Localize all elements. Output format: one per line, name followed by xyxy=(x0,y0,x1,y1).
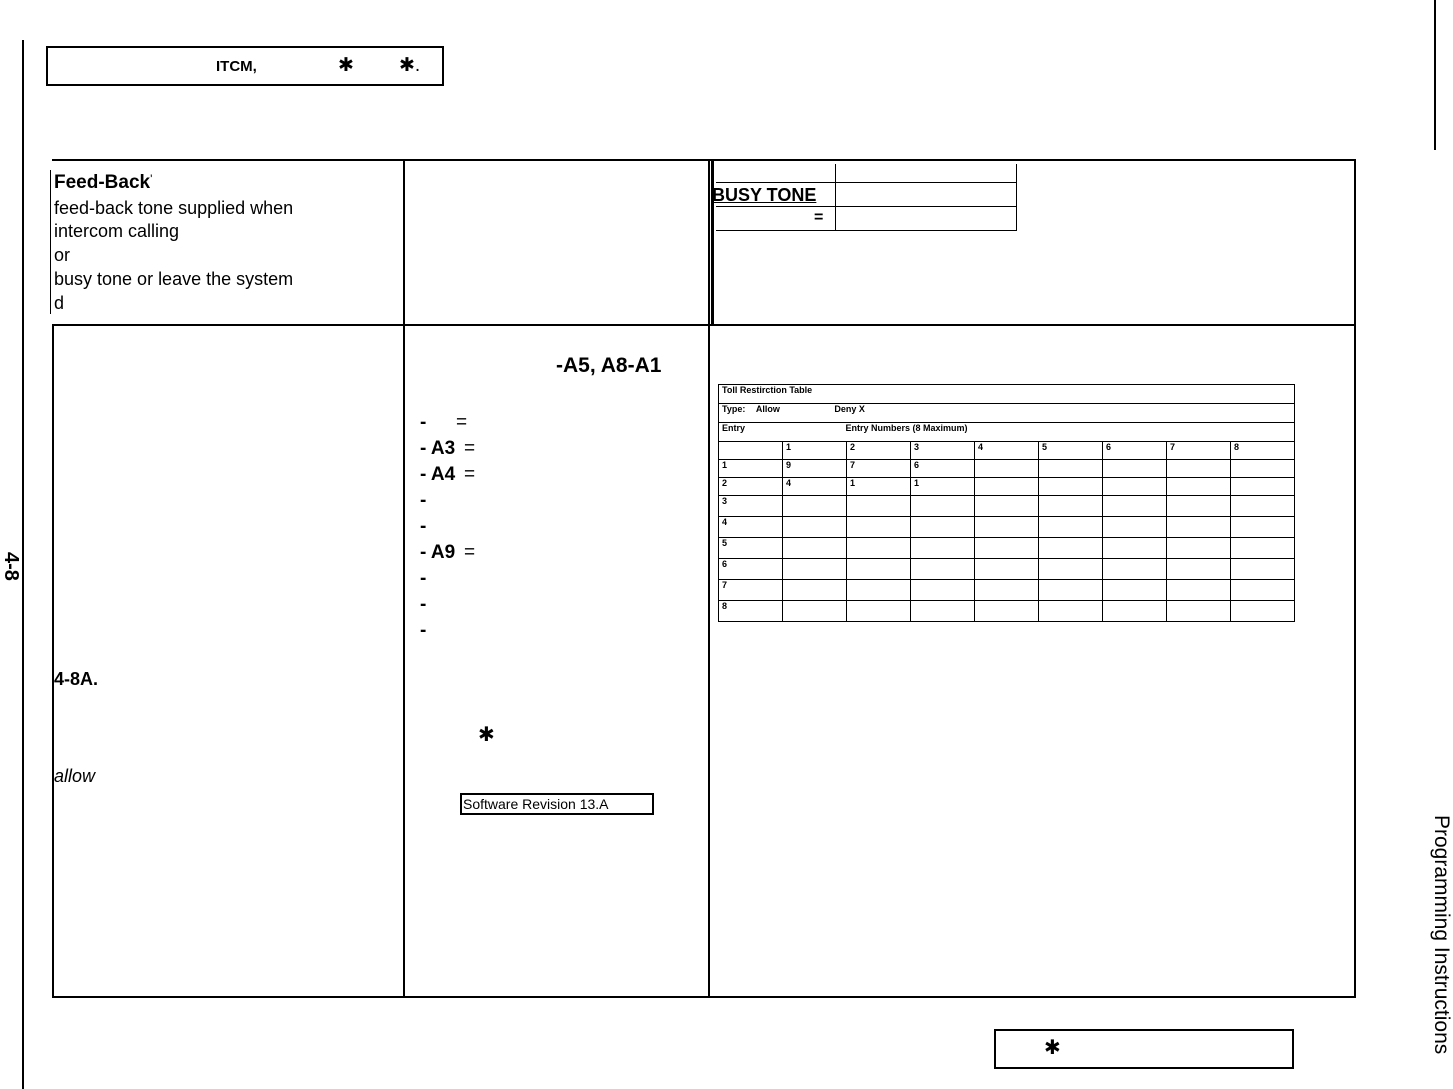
toll-cell: 1 xyxy=(847,478,911,496)
toll-cell xyxy=(847,580,911,601)
toll-cell xyxy=(1231,478,1295,496)
mid-row-prefix: - xyxy=(420,516,427,537)
toll-row xyxy=(719,460,1295,478)
toll-col-header: 5 xyxy=(1039,442,1103,460)
table-col-divider-2b xyxy=(711,159,714,324)
toll-col-header: 3 xyxy=(911,442,975,460)
allow-text: allow xyxy=(54,766,96,786)
toll-row-entry: 5 xyxy=(719,538,783,559)
table-col-divider-1 xyxy=(403,159,405,997)
busy-row-3 xyxy=(716,206,1017,230)
toll-header-blank xyxy=(719,442,783,460)
feedback-heading-row xyxy=(54,172,152,194)
toll-row-entry: 6 xyxy=(719,559,783,580)
toll-row-entry: 4 xyxy=(719,517,783,538)
toll-title-row xyxy=(719,385,1295,404)
right-margin-line xyxy=(1434,0,1436,150)
toll-cell xyxy=(1039,517,1103,538)
toll-cell xyxy=(1167,538,1231,559)
toll-entry-label: Entry xyxy=(722,423,746,433)
toll-cell xyxy=(975,601,1039,622)
mid-row-prefix: - xyxy=(420,412,427,433)
mid-row-4 xyxy=(420,516,426,538)
toll-entry-numbers: Entry Numbers (8 Maximum) xyxy=(845,423,968,433)
toll-cell xyxy=(1039,460,1103,478)
mid-row-eq: = xyxy=(464,464,476,485)
toll-cell xyxy=(1039,601,1103,622)
toll-col-header: 8 xyxy=(1231,442,1295,460)
busy-tone-label xyxy=(712,182,836,206)
toll-cell xyxy=(1231,580,1295,601)
toll-cell xyxy=(1167,460,1231,478)
side-title: Programming Instructions xyxy=(1430,815,1453,1055)
toll-cell xyxy=(1167,496,1231,517)
mid-row-prefix: - xyxy=(420,594,427,615)
toll-cell: 9 xyxy=(783,460,847,478)
mid-row-5 xyxy=(420,542,500,564)
mid-row-prefix: - xyxy=(420,438,427,459)
toll-cell xyxy=(911,580,975,601)
busy-cell xyxy=(836,182,1017,206)
toll-col-header: 1 xyxy=(783,442,847,460)
toll-cell xyxy=(847,601,911,622)
toll-header-row xyxy=(719,442,1295,460)
table-top-border xyxy=(52,159,1356,161)
mid-row-1 xyxy=(420,438,500,460)
toll-cell xyxy=(1103,478,1167,496)
toll-row xyxy=(719,601,1295,622)
toll-cell xyxy=(911,496,975,517)
toll-cell xyxy=(975,538,1039,559)
toll-cell xyxy=(975,517,1039,538)
feedback-line-3: or xyxy=(54,245,71,265)
toll-row xyxy=(719,478,1295,496)
mid-row-0 xyxy=(420,412,500,434)
mid-row-prefix: - xyxy=(420,464,427,485)
mid-row-2 xyxy=(420,464,500,486)
toll-cell xyxy=(783,601,847,622)
mid-row-label: A4 xyxy=(430,464,456,485)
toll-cell xyxy=(783,559,847,580)
toll-cell xyxy=(975,478,1039,496)
table-row-divider xyxy=(52,324,1356,326)
toll-cell xyxy=(847,559,911,580)
toll-row xyxy=(719,496,1295,517)
busy-tone-table xyxy=(712,164,1017,231)
toll-cell xyxy=(975,496,1039,517)
bottom-instruction-box xyxy=(994,1029,1294,1069)
toll-cell xyxy=(911,517,975,538)
toll-row xyxy=(719,559,1295,580)
toll-row xyxy=(719,517,1295,538)
busy-equals: = xyxy=(814,209,824,226)
mid-heading: -A5, A8-A1 xyxy=(556,354,662,377)
toll-cell xyxy=(1103,496,1167,517)
table-bottom-border xyxy=(52,996,1356,998)
toll-cell xyxy=(1103,580,1167,601)
toll-row-entry: 1 xyxy=(719,460,783,478)
toll-cell xyxy=(1167,478,1231,496)
busy-row-1 xyxy=(716,164,1017,182)
toll-cell xyxy=(1103,601,1167,622)
toll-cell xyxy=(1103,460,1167,478)
toll-cell xyxy=(783,538,847,559)
feedback-heading: Feed-Back xyxy=(54,172,151,193)
star-glyph-mid: ✱ xyxy=(478,724,495,746)
toll-row-entry: 7 xyxy=(719,580,783,601)
toll-type-row xyxy=(719,404,1295,423)
mid-row-3 xyxy=(420,490,426,512)
toll-cell: 1 xyxy=(911,478,975,496)
toll-cell xyxy=(1231,538,1295,559)
feedback-line-1: feed-back tone supplied when xyxy=(54,198,294,218)
feedback-tick: ' xyxy=(150,172,153,186)
mid-row-eq: = xyxy=(464,542,476,563)
mid-row-eq: = xyxy=(456,412,468,433)
toll-cell xyxy=(1103,517,1167,538)
toll-cell: 4 xyxy=(783,478,847,496)
toll-type-label: Type: xyxy=(722,404,746,414)
toll-cell xyxy=(1231,496,1295,517)
toll-cell: 7 xyxy=(847,460,911,478)
table-right-border xyxy=(1354,159,1356,997)
software-revision-label: Software Revision 13.A xyxy=(463,796,609,812)
mid-row-6 xyxy=(420,568,426,590)
toll-cell xyxy=(1103,559,1167,580)
toll-cell xyxy=(1231,601,1295,622)
toll-cell xyxy=(1231,460,1295,478)
toll-col-header: 4 xyxy=(975,442,1039,460)
toll-allow: Allow xyxy=(755,404,780,414)
busy-row-2 xyxy=(716,182,1017,206)
toll-row xyxy=(719,580,1295,601)
mid-row-eq: = xyxy=(464,438,476,459)
software-revision-box xyxy=(460,793,654,815)
feedback-line-5: d xyxy=(54,293,65,313)
toll-row xyxy=(719,538,1295,559)
left-margin-line xyxy=(22,40,24,1089)
toll-cell xyxy=(847,496,911,517)
toll-type-cell xyxy=(719,404,1295,423)
toll-col-header: 6 xyxy=(1103,442,1167,460)
toll-cell xyxy=(1039,496,1103,517)
toll-cell xyxy=(783,517,847,538)
toll-cell: 6 xyxy=(911,460,975,478)
toll-cell xyxy=(1039,580,1103,601)
mid-row-prefix: - xyxy=(420,620,427,641)
top-instruction-box xyxy=(46,46,444,86)
star-glyph-2: ✱. xyxy=(399,55,421,76)
toll-cell xyxy=(1167,517,1231,538)
toll-col-header: 2 xyxy=(847,442,911,460)
toll-cell xyxy=(783,580,847,601)
toll-cell xyxy=(1103,538,1167,559)
toll-entry-row xyxy=(719,423,1295,442)
busy-eq-cell xyxy=(716,206,836,230)
toll-cell xyxy=(975,559,1039,580)
toll-cell xyxy=(783,496,847,517)
toll-cell xyxy=(1167,601,1231,622)
star-glyph-1: ✱ xyxy=(338,55,354,76)
busy-tone-text: BUSY TONE xyxy=(712,184,817,205)
mid-row-prefix: - xyxy=(420,490,427,511)
toll-cell xyxy=(1231,517,1295,538)
table-left-border-top-row xyxy=(50,170,51,314)
toll-row-entry: 3 xyxy=(719,496,783,517)
feedback-line-2: intercom calling xyxy=(54,221,180,241)
toll-title: Toll Restirction Table xyxy=(719,385,1295,404)
toll-cell xyxy=(847,538,911,559)
toll-row-entry: 2 xyxy=(719,478,783,496)
mid-row-prefix: - xyxy=(420,568,427,589)
toll-cell xyxy=(1167,559,1231,580)
star-glyph-bottom: ✱ xyxy=(1044,1037,1061,1059)
toll-cell xyxy=(911,601,975,622)
toll-cell xyxy=(847,517,911,538)
toll-cell xyxy=(975,460,1039,478)
mid-row-8 xyxy=(420,620,426,642)
mid-row-label: A3 xyxy=(430,438,456,459)
mid-row-prefix: - xyxy=(420,542,427,563)
toll-deny: Deny X xyxy=(834,404,865,414)
toll-cell xyxy=(1167,580,1231,601)
feedback-line-4: busy tone or leave the system xyxy=(54,269,294,289)
page-number: 4-8 xyxy=(0,552,22,581)
mid-row-label: A9 xyxy=(430,542,456,563)
toll-cell xyxy=(911,538,975,559)
toll-row-entry: 8 xyxy=(719,601,783,622)
table-left-border xyxy=(52,324,54,997)
table-col-divider-2 xyxy=(708,159,710,997)
toll-cell xyxy=(1039,559,1103,580)
toll-cell xyxy=(1039,538,1103,559)
toll-entry-cell xyxy=(719,423,1295,442)
busy-cell xyxy=(836,206,1017,230)
toll-restriction-table xyxy=(718,384,1295,622)
toll-col-header: 7 xyxy=(1167,442,1231,460)
itcm-label: ITCM, xyxy=(216,58,257,75)
toll-cell xyxy=(911,559,975,580)
busy-cell xyxy=(836,164,1017,182)
toll-cell xyxy=(1231,559,1295,580)
mid-row-7 xyxy=(420,594,426,616)
toll-cell xyxy=(975,580,1039,601)
toll-cell xyxy=(1039,478,1103,496)
busy-cell xyxy=(716,164,836,182)
figure-reference: 4-8A. xyxy=(54,669,99,689)
